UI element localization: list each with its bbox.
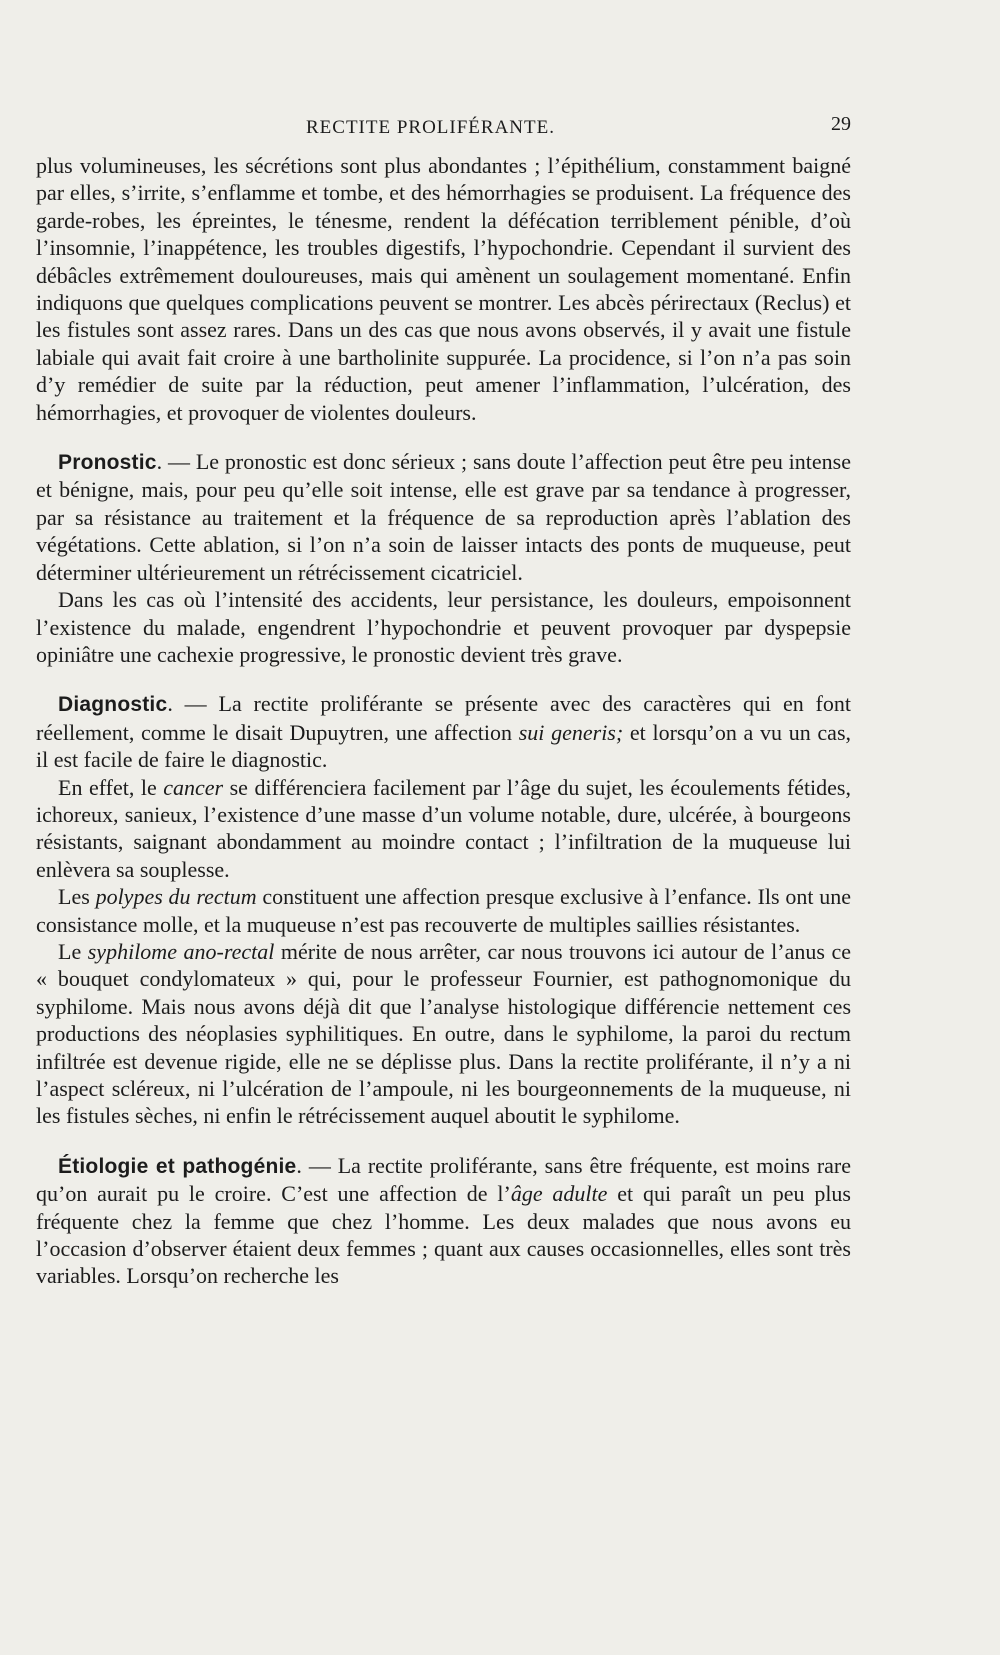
diagnostic-syphilome-italic: syphilome ano-rectal (87, 938, 275, 964)
running-title: RECTITE PROLIFÉRANTE. (306, 117, 555, 138)
page-header (36, 113, 851, 143)
diagnostic-italic: sui generis; (518, 719, 624, 745)
diagnostic-paragraph-cancer (36, 774, 851, 884)
diagnostic-polypes-text-b: constituent une affection presque exclusive à l’enfance. Ils ont une consistance molle, et la muqueuse n’est pas recouverte de multiples saillies résistantes. (36, 884, 852, 937)
diagnostic-cancer-italic: cancer (163, 774, 224, 800)
diagnostic-paragraph-polypes (36, 883, 851, 938)
diagnostic-syphilome-text-b: mérite de nous arrêter, car nous trouvons ici autour de l’anus ce « bouquet condylomateux » qui, pour le professeur Fournier, est pathognomonique du syphilome. Mais nous avons déjà dit que l’analyse histologique différencie nettement ces productions des néoplasies syphilitiques. En outre, dans le syphilome, la paroi du rectum infiltrée est devenue rigide, elle ne se déplisse plus. Dans la rectite proliférante, il n’y a ni l’aspect scléreux, ni l’ulcération de l’ampoule, ni les bourgeonnements de la muqueuse, ni les fistules sèches, ni enfin le rétrécissement auquel aboutit le syphilome. (36, 938, 852, 1129)
section-pronostic (36, 448, 851, 668)
pronostic-paragraph-1 (36, 448, 851, 586)
diagnostic-polypes-text-a: Les (58, 884, 96, 910)
diagnostic-text-a: . — La rectite proliférante se présente avec des caractères qui en font réellement, comme le disait Dupuytren, une affection (36, 691, 851, 745)
section-heading-diagnostic: Diagnostic (58, 693, 168, 717)
body-text (36, 152, 851, 1290)
diagnostic-paragraph-syphilome (36, 938, 851, 1130)
diagnostic-polypes-italic: polypes du rectum (95, 884, 257, 910)
diagnostic-paragraph-1 (36, 690, 851, 773)
etiologie-text-a: . — La rectite proliférante, sans être fréquente, est moins rare qu’on aurait pu le croire. C’est une affection de l’ (36, 1152, 851, 1207)
section-diagnostic (36, 690, 851, 1130)
etiologie-paragraph-1 (36, 1152, 851, 1290)
pronostic-text: . — Le pronostic est donc sérieux ; sans doute l’affection peut être peu intense et bénigne, mais, pour peu qu’elle soit intense, elle est grave par sa tendance à progresser, par sa résistance au traitement et la fréquence de sa reproduction après l’ablation des végétations. Cette ablation, si l’on n’a soin de laisser intacts des ponts de muqueuse, peut déterminer ultérieurement un rétrécissement cicatriciel. (36, 449, 851, 585)
etiologie-text-b: et qui paraît un peu plus fréquente chez la femme que chez l’homme. Les deux malades que nous avons eu l’occasion d’observer étaient deux femmes ; quant aux causes occasionnelles, elles sont très variables. Lorsqu’on recherche les (36, 1181, 851, 1289)
pronostic-paragraph-2: Dans les cas où l’intensité des accidents, leur persistance, les douleurs, empoisonnent l’existence du malade, engendrent l’hypochondrie et peuvent provoquer par dyspepsie opiniâtre une cachexie progressive, le pronostic devient très grave. (36, 587, 851, 667)
section-heading-etiologie: Étiologie et pathogénie (58, 1154, 297, 1178)
intro-paragraph: plus volumineuses, les sécrétions sont plus abondantes ; l’épithélium, constamment baigné par elles, s’irrite, s’enflamme et tombe, et des hémorrhagies se produisent. La fréquence des garde-robes, les épreintes, le ténesme, rendent la défécation terriblement pénible, d’où l’insomnie, l’inappétence, les troubles digestifs, l’hypochondrie. Cependant il survient des débâcles extrêmement douloureuses, mais qui amènent un soulagement momentané. Enfin indiquons que quelques complications peuvent se montrer. Les abcès périrectaux (Reclus) et les fistules sont assez rares. Dans un des cas que nous avons observés, il y avait une fistule labiale qui avait fait croire à une bartholinite suppurée. La procidence, si l’on n’a pas soin d’y remédier de suite par la réduction, peut amener l’inflammation, l’ulcération, des hémorrhagies, et provoquer de violentes douleurs. (36, 153, 851, 425)
diagnostic-syphilome-text-a: Le (58, 938, 88, 964)
diagnostic-cancer-text-a: En effet, le (58, 774, 164, 800)
section-heading-pronostic: Pronostic (58, 451, 157, 475)
page-number: 29 (831, 113, 851, 135)
section-etiologie (36, 1152, 851, 1290)
etiologie-italic: âge adulte (510, 1181, 608, 1207)
diagnostic-text-b: et lorsqu’on a vu un cas, il est facile de faire le diagnostic. (36, 719, 852, 773)
diagnostic-cancer-text-b: se différenciera facilement par l’âge du sujet, les écoulements fétides, ichoreux, sanieux, l’existence d’une masse d’un volume notable, dure, ulcérée, à bourgeons résistants, saignant abondamment au moindre contact ; l’infiltration de la muqueuse lui enlèvera sa souplesse. (36, 774, 851, 882)
